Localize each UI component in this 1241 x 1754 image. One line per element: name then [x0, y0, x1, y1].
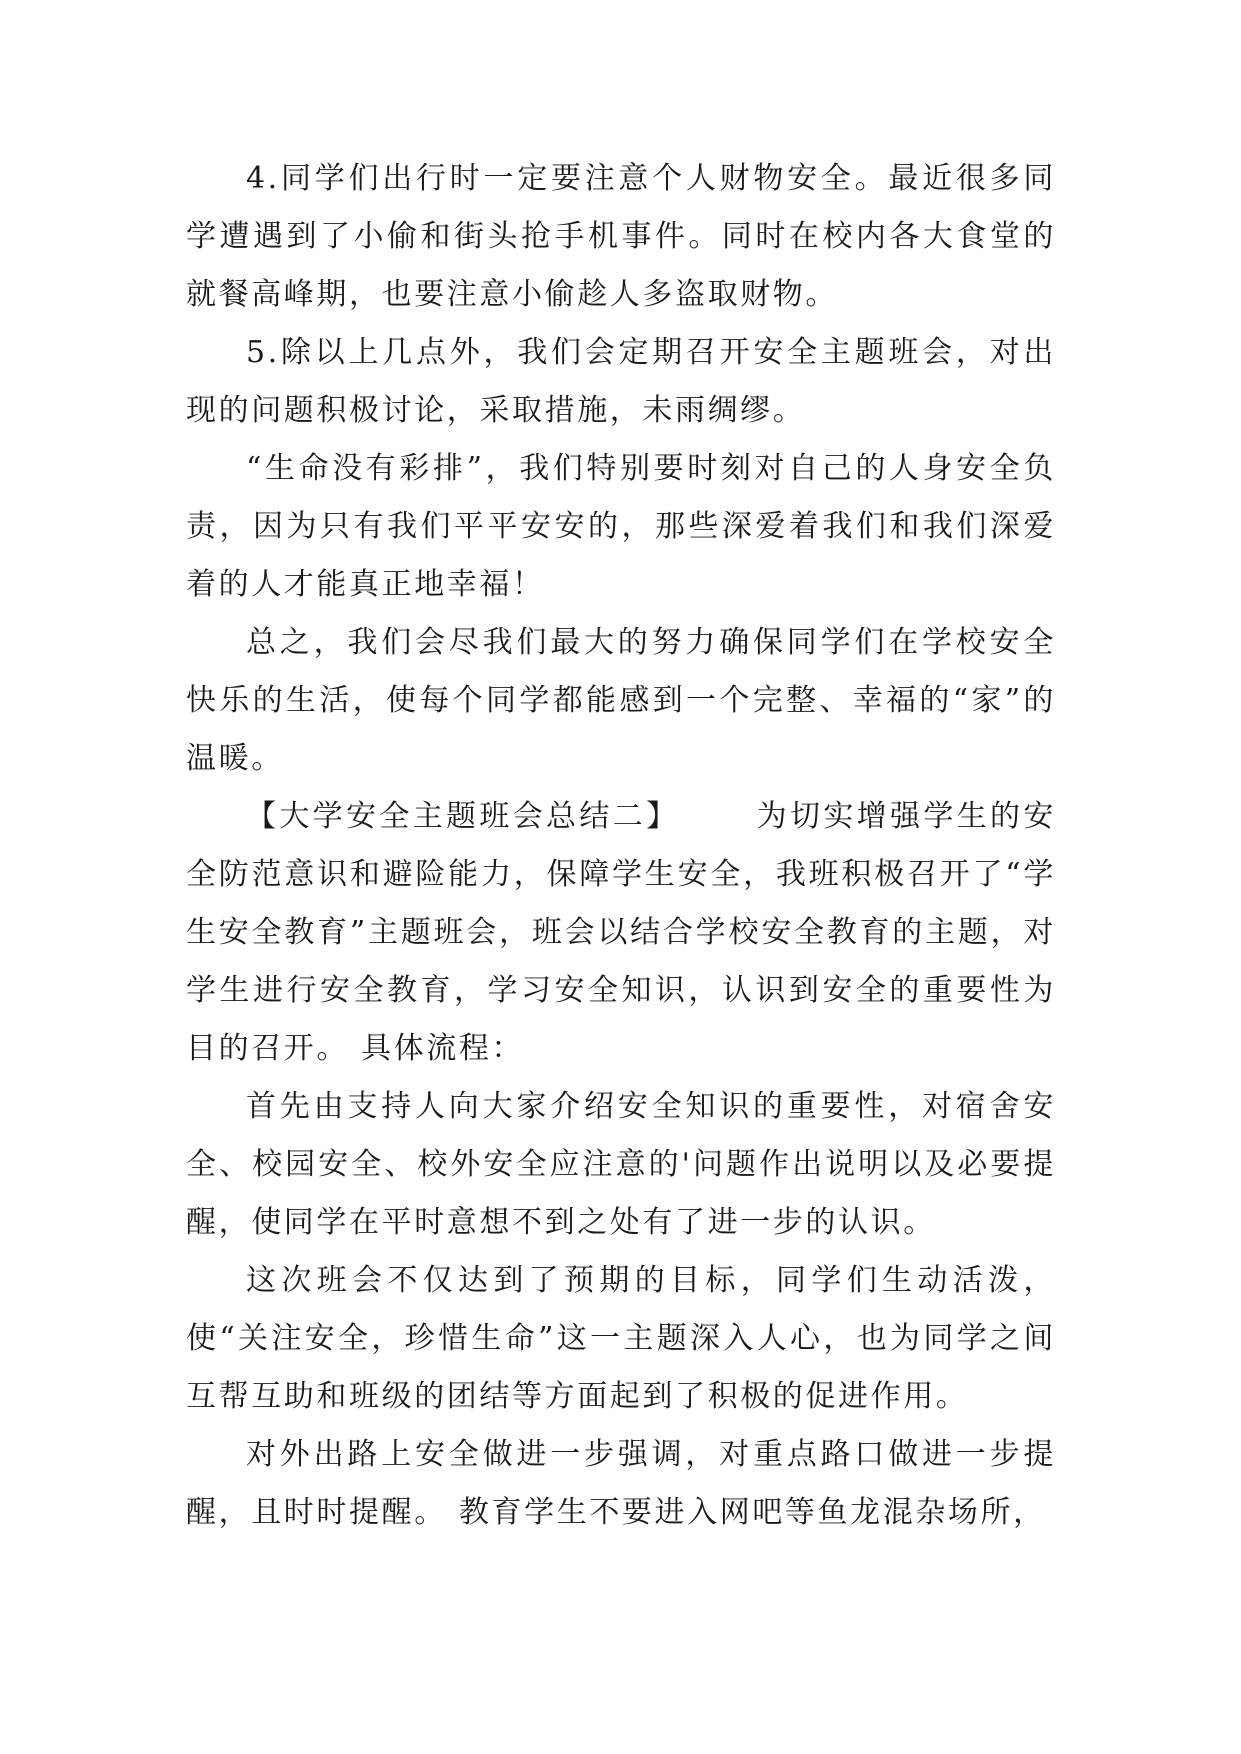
paragraph-host-introduction: 首先由支持人向大家介绍安全知识的重要性，对宿舍安全、校园安全、校外安全应注意的'问题作出说明以及必要提醒，使同学在平时意想不到之处有了进一步的认识。 [186, 1089, 1056, 1240]
paragraph-item-5: 5.除以上几点外，我们会定期召开安全主题班会，对出现的问题积极讨论，采取措施，未雨绸缪。 [186, 335, 1056, 428]
paragraph-life-no-rehearsal: “生命没有彩排”，我们特别要时刻对自己的人身安全负责，因为只有我们平平安安的，那些深爱着我们和我们深爱着的人才能真正地幸福！ [186, 451, 1056, 602]
document-body [186, 150, 1056, 1542]
paragraph-summary-two: 【大学安全主题班会总结二】 为切实增强学生的安全防范意识和避险能力，保障学生安全，我班积极召开了“学生安全教育”主题班会，班会以结合学校安全教育的主题，对学生进行安全教育，学习安全知识，认识到安全的重要性为目的召开。 具体流程： [186, 799, 1056, 1066]
paragraph-meeting-result: 这次班会不仅达到了预期的目标，同学们生动活泼，使“关注安全，珍惜生命”这一主题深入人心，也为同学之间互帮互助和班级的团结等方面起到了积极的促进作用。 [186, 1263, 1056, 1414]
paragraph-conclusion: 总之，我们会尽我们最大的努力确保同学们在学校安全快乐的生活，使每个同学都能感到一个完整、幸福的“家”的温暖。 [186, 625, 1056, 776]
paragraph-item-4: 4.同学们出行时一定要注意个人财物安全。最近很多同学遭遇到了小偷和街头抢手机事件。同时在校内各大食堂的就餐高峰期，也要注意小偷趁人多盗取财物。 [186, 161, 1056, 312]
paragraph-road-safety: 对外出路上安全做进一步强调，对重点路口做进一步提醒，且时时提醒。 教育学生不要进入网吧等鱼龙混杂场所， [186, 1437, 1056, 1530]
